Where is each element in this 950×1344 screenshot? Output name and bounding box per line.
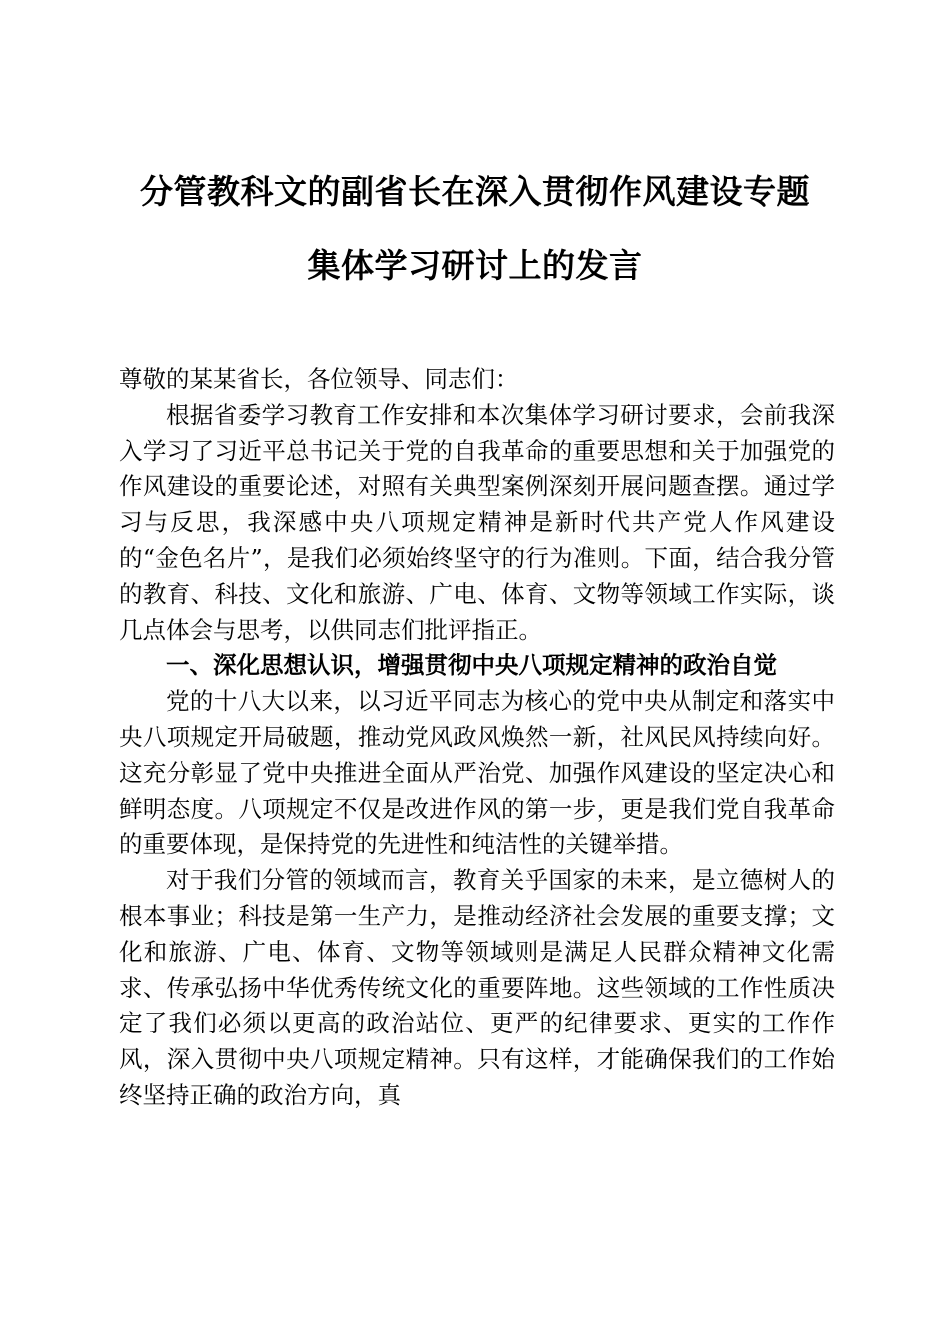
document-title-line-2: 集体学习研讨上的发言 (307, 246, 643, 285)
paragraph-intro: 根据省委学习教育工作安排和本次集体学习研讨要求，会前我深入学习了习近平总书记关于党的自我革命的重要思想和关于加强党的作风建设的重要论述，对照有关典型案例深刻开展问题查摆。通过学习与反思，我深感中央八项规定精神是新时代共产党人作风建设的“金色名片”，是我们必须始终坚守的行为准则。下面，结合我分管的教育、科技、文化和旅游、广电、体育、文物等领域工作实际，谈几点体会与思考，以供同志们批评指正。 (119, 400, 835, 644)
document-title-line-1: 分管教科文的副省长在深入贯彻作风建设专题 (140, 172, 810, 211)
section-heading-1: 一、深化思想认识，增强贯彻中央八项规定精神的政治自觉 (166, 651, 777, 680)
salutation: 尊敬的某某省长，各位领导、同志们： (119, 365, 519, 393)
document-body (119, 362, 835, 1114)
paragraph-section-1-a: 党的十八大以来，以习近平同志为核心的党中央从制定和落实中央八项规定开局破题，推动党风政风焕然一新，社风民风持续向好。这充分彰显了党中央推进全面从严治党、加强作风建设的坚定决心和鲜明态度。八项规定不仅是改进作风的第一步，更是我们党自我革命的重要体现，是保持党的先进性和纯洁性的关键举措。 (119, 687, 835, 859)
paragraph-section-1-b: 对于我们分管的领域而言，教育关乎国家的未来，是立德树人的根本事业；科技是第一生产力，是推动经济社会发展的重要支撑；文化和旅游、广电、体育、文物等领域则是满足人民群众精神文化需求、传承弘扬中华优秀传统文化的重要阵地。这些领域的工作性质决定了我们必须以更高的政治站位、更严的纪律要求、更实的工作作风，深入贯彻中央八项规定精神。只有这样，才能确保我们的工作始终坚持正确的政治方向，真 (119, 866, 835, 1109)
